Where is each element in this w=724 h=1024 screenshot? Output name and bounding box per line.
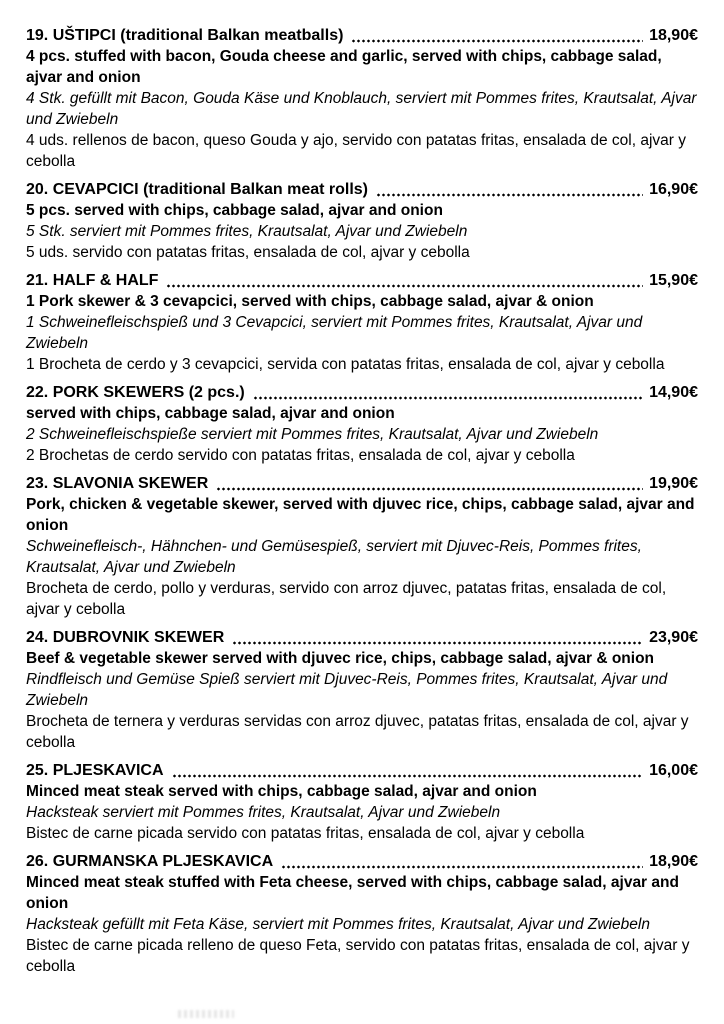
description-english: Minced meat steak served with chips, cabbage salad, ajvar and onion bbox=[26, 783, 537, 800]
menu-item-title: 23. SLAVONIA SKEWER bbox=[26, 475, 209, 492]
description-english: 5 pcs. served with chips, cabbage salad, ajvar and onion bbox=[26, 202, 443, 219]
menu-item bbox=[26, 382, 698, 466]
description-english: served with chips, cabbage salad, ajvar and onion bbox=[26, 405, 395, 422]
menu-item-title: 21. HALF & HALF bbox=[26, 272, 159, 289]
menu-item-price: 19,90€ bbox=[649, 475, 698, 492]
menu-item-header bbox=[26, 382, 698, 403]
menu-item-title: 24. DUBROVNIK SKEWER bbox=[26, 629, 225, 646]
menu-item-header bbox=[26, 473, 698, 494]
dotted-leader bbox=[253, 387, 643, 403]
menu-item-title: 26. GURMANSKA PLJESKAVICA bbox=[26, 853, 274, 870]
description-english: Minced meat steak stuffed with Feta cheese, served with chips, cabbage salad, ajvar and onion bbox=[26, 874, 679, 912]
dotted-leader bbox=[351, 30, 643, 46]
menu-item-title: 22. PORK SKEWERS (2 pcs.) bbox=[26, 384, 245, 401]
menu-item bbox=[26, 270, 698, 375]
dotted-leader bbox=[172, 765, 644, 781]
menu-item-header bbox=[26, 627, 698, 648]
menu-item-header bbox=[26, 270, 698, 291]
description-english: 4 pcs. stuffed with bacon, Gouda cheese and garlic, served with chips, cabbage salad, ajvar and onion bbox=[26, 48, 662, 86]
menu-item bbox=[26, 851, 698, 977]
menu-item-header bbox=[26, 851, 698, 872]
menu-item bbox=[26, 627, 698, 753]
description-german: 1 Schweinefleischspieß und 3 Cevapcici, serviert mit Pommes frites, Krautsalat, Ajvar und Zwiebeln bbox=[26, 314, 643, 352]
menu-item-header bbox=[26, 760, 698, 781]
description-german: Hacksteak serviert mit Pommes frites, Krautsalat, Ajvar und Zwiebeln bbox=[26, 804, 501, 821]
menu-item-title: 19. UŠTIPCI (traditional Balkan meatballs) bbox=[26, 27, 344, 44]
menu-item bbox=[26, 179, 698, 263]
menu-item bbox=[26, 473, 698, 620]
menu-item bbox=[26, 25, 698, 172]
description-german: 4 Stk. gefüllt mit Bacon, Gouda Käse und Knoblauch, serviert mit Pommes frites, Krautsalat, Ajvar und Zwiebeln bbox=[26, 90, 697, 128]
menu-item-price: 16,90€ bbox=[649, 181, 698, 198]
menu-item-price: 14,90€ bbox=[649, 384, 698, 401]
menu-item-header bbox=[26, 179, 698, 200]
scan-artifact bbox=[178, 1010, 234, 1018]
dotted-leader bbox=[281, 856, 643, 872]
description-english: Beef & vegetable skewer served with djuvec rice, chips, cabbage salad, ajvar & onion bbox=[26, 650, 654, 667]
description-spanish: Brocheta de cerdo, pollo y verduras, servido con arroz djuvec, patatas fritas, ensalada de col, ajvar y cebolla bbox=[26, 580, 667, 618]
description-spanish: Bistec de carne picada servido con patatas fritas, ensalada de col, ajvar y cebolla bbox=[26, 825, 585, 842]
dotted-leader bbox=[232, 632, 643, 648]
dotted-leader bbox=[166, 275, 643, 291]
menu-item-title: 25. PLJESKAVICA bbox=[26, 762, 164, 779]
menu-item bbox=[26, 760, 698, 844]
description-spanish: 5 uds. servido con patatas fritas, ensalada de col, ajvar y cebolla bbox=[26, 244, 470, 261]
description-spanish: 1 Brocheta de cerdo y 3 cevapcici, servida con patatas fritas, ensalada de col, ajvar y cebolla bbox=[26, 356, 665, 373]
menu-item-title: 20. CEVAPCICI (traditional Balkan meat rolls) bbox=[26, 181, 369, 198]
menu-item-price: 18,90€ bbox=[649, 853, 698, 870]
description-spanish: 4 uds. rellenos de bacon, queso Gouda y ajo, servido con patatas fritas, ensalada de col, ajvar y cebolla bbox=[26, 132, 687, 170]
dotted-leader bbox=[376, 184, 643, 200]
description-english: 1 Pork skewer & 3 cevapcici, served with chips, cabbage salad, ajvar & onion bbox=[26, 293, 594, 310]
description-english: Pork, chicken & vegetable skewer, served with djuvec rice, chips, cabbage salad, ajvar and onion bbox=[26, 496, 695, 534]
menu-item-price: 16,00€ bbox=[649, 762, 698, 779]
menu-item-header bbox=[26, 25, 698, 46]
menu-item-price: 23,90€ bbox=[649, 629, 698, 646]
description-german: 2 Schweinefleischspieße serviert mit Pommes frites, Krautsalat, Ajvar und Zwiebeln bbox=[26, 426, 599, 443]
menu-item-price: 15,90€ bbox=[649, 272, 698, 289]
dotted-leader bbox=[216, 478, 643, 494]
description-spanish: 2 Brochetas de cerdo servido con patatas fritas, ensalada de col, ajvar y cebolla bbox=[26, 447, 575, 464]
menu-item-price: 18,90€ bbox=[649, 27, 698, 44]
description-german: Schweinefleisch-, Hähnchen- und Gemüsespieß, serviert mit Djuvec-Reis, Pommes frites, Krautsalat, Ajvar und Zwiebeln bbox=[26, 538, 642, 576]
description-german: 5 Stk. serviert mit Pommes frites, Krautsalat, Ajvar und Zwiebeln bbox=[26, 223, 468, 240]
description-german: Hacksteak gefüllt mit Feta Käse, serviert mit Pommes frites, Krautsalat, Ajvar und Zwiebeln bbox=[26, 916, 650, 933]
description-spanish: Bistec de carne picada relleno de queso Feta, servido con patatas fritas, ensalada de col, ajvar y cebolla bbox=[26, 937, 690, 975]
description-spanish: Brocheta de ternera y verduras servidas con arroz djuvec, patatas fritas, ensalada de col, ajvar y cebolla bbox=[26, 713, 689, 751]
description-german: Rindfleisch und Gemüse Spieß serviert mit Djuvec-Reis, Pommes frites, Krautsalat, Ajvar und Zwiebeln bbox=[26, 671, 668, 709]
